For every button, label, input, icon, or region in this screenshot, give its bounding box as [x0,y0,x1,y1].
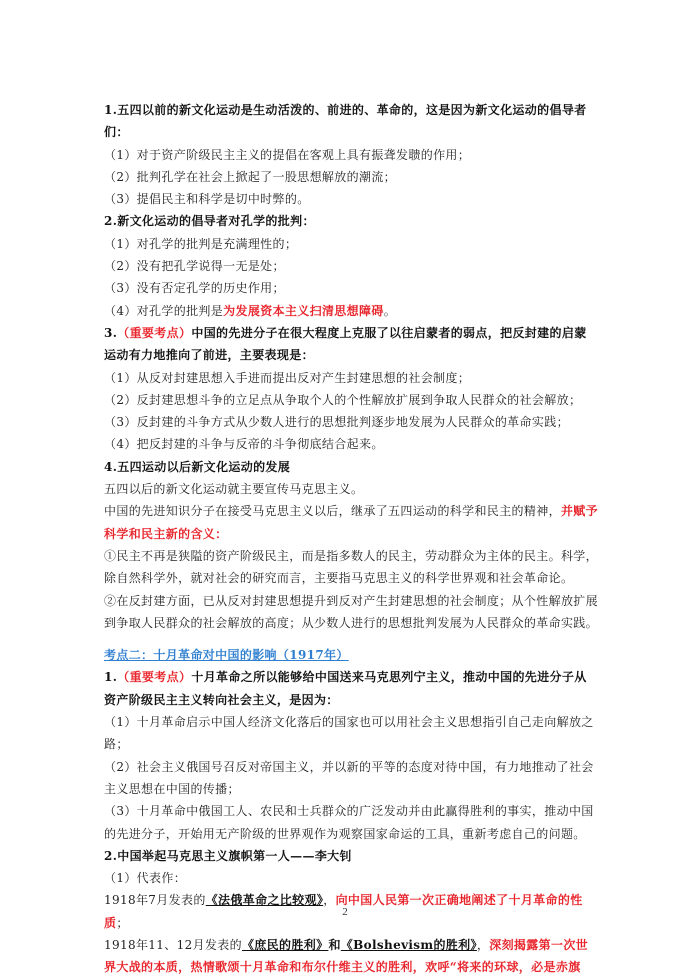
kp2-q1-cont: 资产阶级民主主义转向社会主义，是因为： [104,692,339,707]
s1-item-3: （3）提倡民主和科学是切中时弊的。 [104,192,310,207]
kp2-item-2: （2）社会主义俄国号召反对帝国主义，并以新的平等的态度对待中国，有力地推动了社会 [104,759,594,774]
kp2-item-3: （3）十月革命中俄国工人、农民和士兵群众的广泛发动并由此赢得胜利的事实，推动中国 [104,804,594,819]
s3-item-3: （3）反封建的斗争方式从少数人进行的思想批判逐步地发展为人民群众的革命实践； [104,415,569,430]
s1-title-cont: 们： [104,125,129,140]
kp2-q1-key-tag: （重要考点） [117,670,192,685]
s4-para-4-cont: 到争取人民群众的社会解放的高度；从少数人进行的思想批判发展为人民群众的革命实践。 [104,615,599,630]
s4-para-2 [104,500,599,522]
s2-title: 2.新文化运动的倡导者对孔学的批判： [104,214,315,229]
kp2-work-2 [104,934,592,956]
kp2-work-1-sep: ， [323,893,336,908]
s1-item-1: （1）对于资产阶级民主主义的提倡在客观上具有振聋发聩的作用； [104,147,471,162]
s4-para-3-cont: 除自然科学外，就对社会的研究而言，主要指马克思主义的科学世界观和社会革命论。 [104,571,574,586]
kp2-work-2-title-b: 《Bolshevism的胜利》 [340,937,477,952]
s4-para-2-highlight: 并赋予 [560,504,599,519]
kp2-work-2-sep: ， [476,937,490,952]
s2-item-4-suffix: 。 [383,303,397,318]
kp2-q1-text: 十月革命之所以能够给中国送来马克思列宁主义，推动中国的先进分子从 [191,670,587,685]
s3-title-cont: 运动有力地推向了前进，主要表现是： [104,348,314,363]
s3-item-1: （1）从反对封建思想入手进而提出反对产生封建思想的社会制度； [104,370,471,385]
s4-para-1: 五四以后的新文化运动就主要宣传马克思主义。 [104,482,364,497]
kp2-work-2-highlight-cont: 界大战的本质，热情歌颂十月革命和布尔什维主义的胜利，欢呼“将来的环球，必是赤旗 [104,960,581,975]
kp2-work-1-end: ； [116,915,129,930]
s2-item-4 [104,300,592,322]
page-content [104,99,599,979]
s2-item-4-highlight: 为发展资本主义扫清思想障碍 [223,303,384,318]
s1-title: 1.五四以前的新文化运动是生动活泼的、前进的、革命的，这是因为新文化运动的倡导者 [104,103,587,117]
kp2-item-1-cont: 路； [104,737,129,752]
s3-num: 3. [104,325,118,340]
kp2-work-2-highlight: 深刻揭露第一次世 [489,937,589,952]
s3-title [104,322,592,344]
s3-key-tag: （重要考点） [117,325,192,340]
s4-para-2-text: 中国的先进知识分子在接受马克思主义以后，继承了五四运动的科学和民主的精神， [104,504,561,519]
kp2-work-1-title: 《法俄革命之比较观》 [205,893,324,908]
s2-item-3: （3）没有否定孔学的历史作用； [104,281,285,296]
s4-para-3: ①民主不再是狭隘的资产阶级民主，而是指多数人的民主，劳动群众为主体的民主。科学， [104,548,599,563]
s4-para-4: ②在反封建方面，已从反对封建思想提升到反对产生封建思想的社会制度；从个性解放扩展 [104,593,599,608]
kp2-item-3-cont: 的先进分子，开始用无产阶级的世界观作为观察国家命运的工具，重新考虑自己的问题。 [104,826,586,841]
s4-para-2-highlight-cont: 科学和民主新的含义： [104,526,228,541]
kp2-item-2-cont: 主义思想在中国的传播； [104,781,240,796]
kp2-q1-num: 1. [104,670,118,685]
s3-item-4: （4）把反封建的斗争与反帝的斗争彻底结合起来。 [104,437,384,452]
kp2-q1 [104,666,592,688]
kp2-q2: 2.中国举起马克思主义旗帜第一人——李大钊 [104,848,352,863]
s3-item-2: （2）反封建思想斗争的立足点从争取个人的个性解放扩展到争取人民群众的社会解放； [104,392,582,407]
s4-title: 4.五四运动以后新文化运动的发展 [104,459,291,474]
kp2-work-2-title-a: 《庶民的胜利》 [241,937,329,952]
page-number: 2 [342,906,348,918]
s2-item-4-prefix: （4）对孔学的批判是 [104,303,224,318]
kp2-work-1-highlight-cont: 质 [104,915,117,930]
kp2-item-1: （1）十月革命启示中国人经济文化落后的国家也可以用社会主义思想指引自己走向解放之 [104,715,594,730]
kp2-work-2-and: 和 [328,937,341,952]
s2-item-1: （1）对孔学的批判是充满理性的； [104,236,298,251]
key-point-2-heading: 考点二：十月革命对中国的影响（1917年） [104,648,349,663]
s2-item-2: （2）没有把孔学说得一无是处； [104,259,285,274]
s1-item-2: （2）批判孔学在社会上掀起了一股思想解放的潮流； [104,169,397,184]
kp2-q2-item-1: （1）代表作： [104,871,187,886]
kp2-work-1-prefix: 1918年7月发表的 [104,893,206,908]
kp2-work-1-highlight: 向中国人民第一次正确地阐述了十月革命的性 [335,893,583,908]
kp2-work-2-prefix: 1918年11、12月发表的 [104,937,242,952]
s3-title-text: 中国的先进分子在很大程度上克服了以往启蒙者的弱点，把反封建的启蒙 [191,325,587,340]
